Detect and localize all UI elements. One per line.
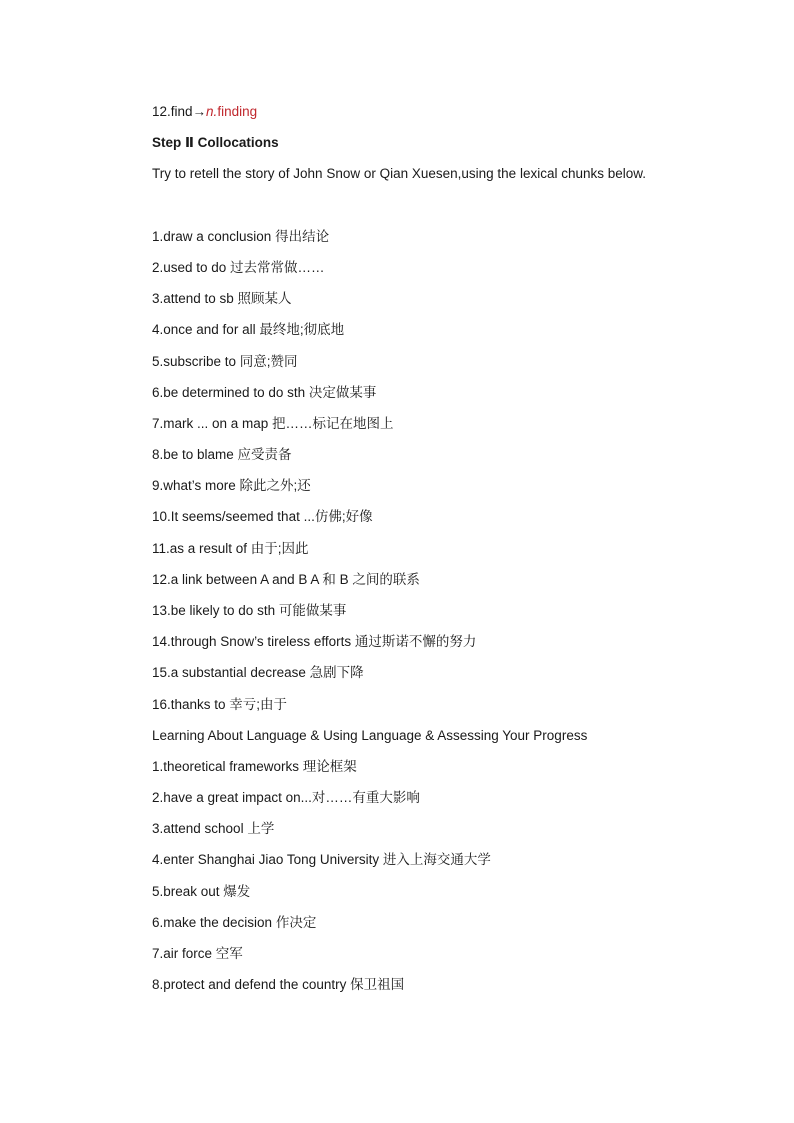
section-item: 7.air force 空军 <box>152 946 243 961</box>
collocation-item: 3.attend to sb 照顾某人 <box>152 291 292 306</box>
collocation-item: 6.be determined to do sth 决定做某事 <box>152 385 377 400</box>
vocab-item-prefix: 12.find→ <box>152 104 207 119</box>
collocation-item: 9.what’s more 除此之外;还 <box>152 478 311 493</box>
section-item: 8.protect and defend the country 保卫祖国 <box>152 977 405 992</box>
collocation-item: 12.a link between A and B A 和 B 之间的联系 <box>152 572 420 587</box>
section-item: 4.enter Shanghai Jiao Tong University 进入上海交通大学 <box>152 852 491 867</box>
section-item: 6.make the decision 作决定 <box>152 915 317 930</box>
vocab-item-find <box>152 103 257 121</box>
collocation-item: 7.mark ... on a map 把……标记在地图上 <box>152 416 394 431</box>
vocab-item-word: finding <box>217 104 258 119</box>
section-item: 5.break out 爆发 <box>152 884 251 899</box>
collocation-item: 14.through Snow’s tireless efforts 通过斯诺不懈的努力 <box>152 634 477 649</box>
collocation-item: 8.be to blame 应受责备 <box>152 447 292 462</box>
section-item: 3.attend school 上学 <box>152 821 275 836</box>
section-item: 1.theoretical frameworks 理论框架 <box>152 759 357 774</box>
collocation-item: 11.as a result of 由于;因此 <box>152 541 309 556</box>
step-heading: Step Ⅱ Collocations <box>152 135 279 150</box>
vocab-item-pos: n. <box>206 104 218 119</box>
section-heading: Learning About Language & Using Language & Assessing Your Progress <box>152 728 588 743</box>
collocation-item: 1.draw a conclusion 得出结论 <box>152 229 330 244</box>
collocation-item: 2.used to do 过去常常做…… <box>152 260 325 275</box>
collocation-item: 15.a substantial decrease 急剧下降 <box>152 665 364 680</box>
collocation-item: 10.It seems/seemed that ...仿佛;好像 <box>152 509 373 524</box>
collocation-item: 16.thanks to 幸亏;由于 <box>152 697 288 712</box>
collocation-item: 13.be likely to do sth 可能做某事 <box>152 603 347 618</box>
collocation-item: 5.subscribe to 同意;赞同 <box>152 354 298 369</box>
section-item: 2.have a great impact on...对……有重大影响 <box>152 790 420 805</box>
instruction-paragraph: Try to retell the story of John Snow or Qian Xuesen,using the lexical chunks below. <box>152 166 647 181</box>
collocation-item: 4.once and for all 最终地;彻底地 <box>152 322 345 337</box>
